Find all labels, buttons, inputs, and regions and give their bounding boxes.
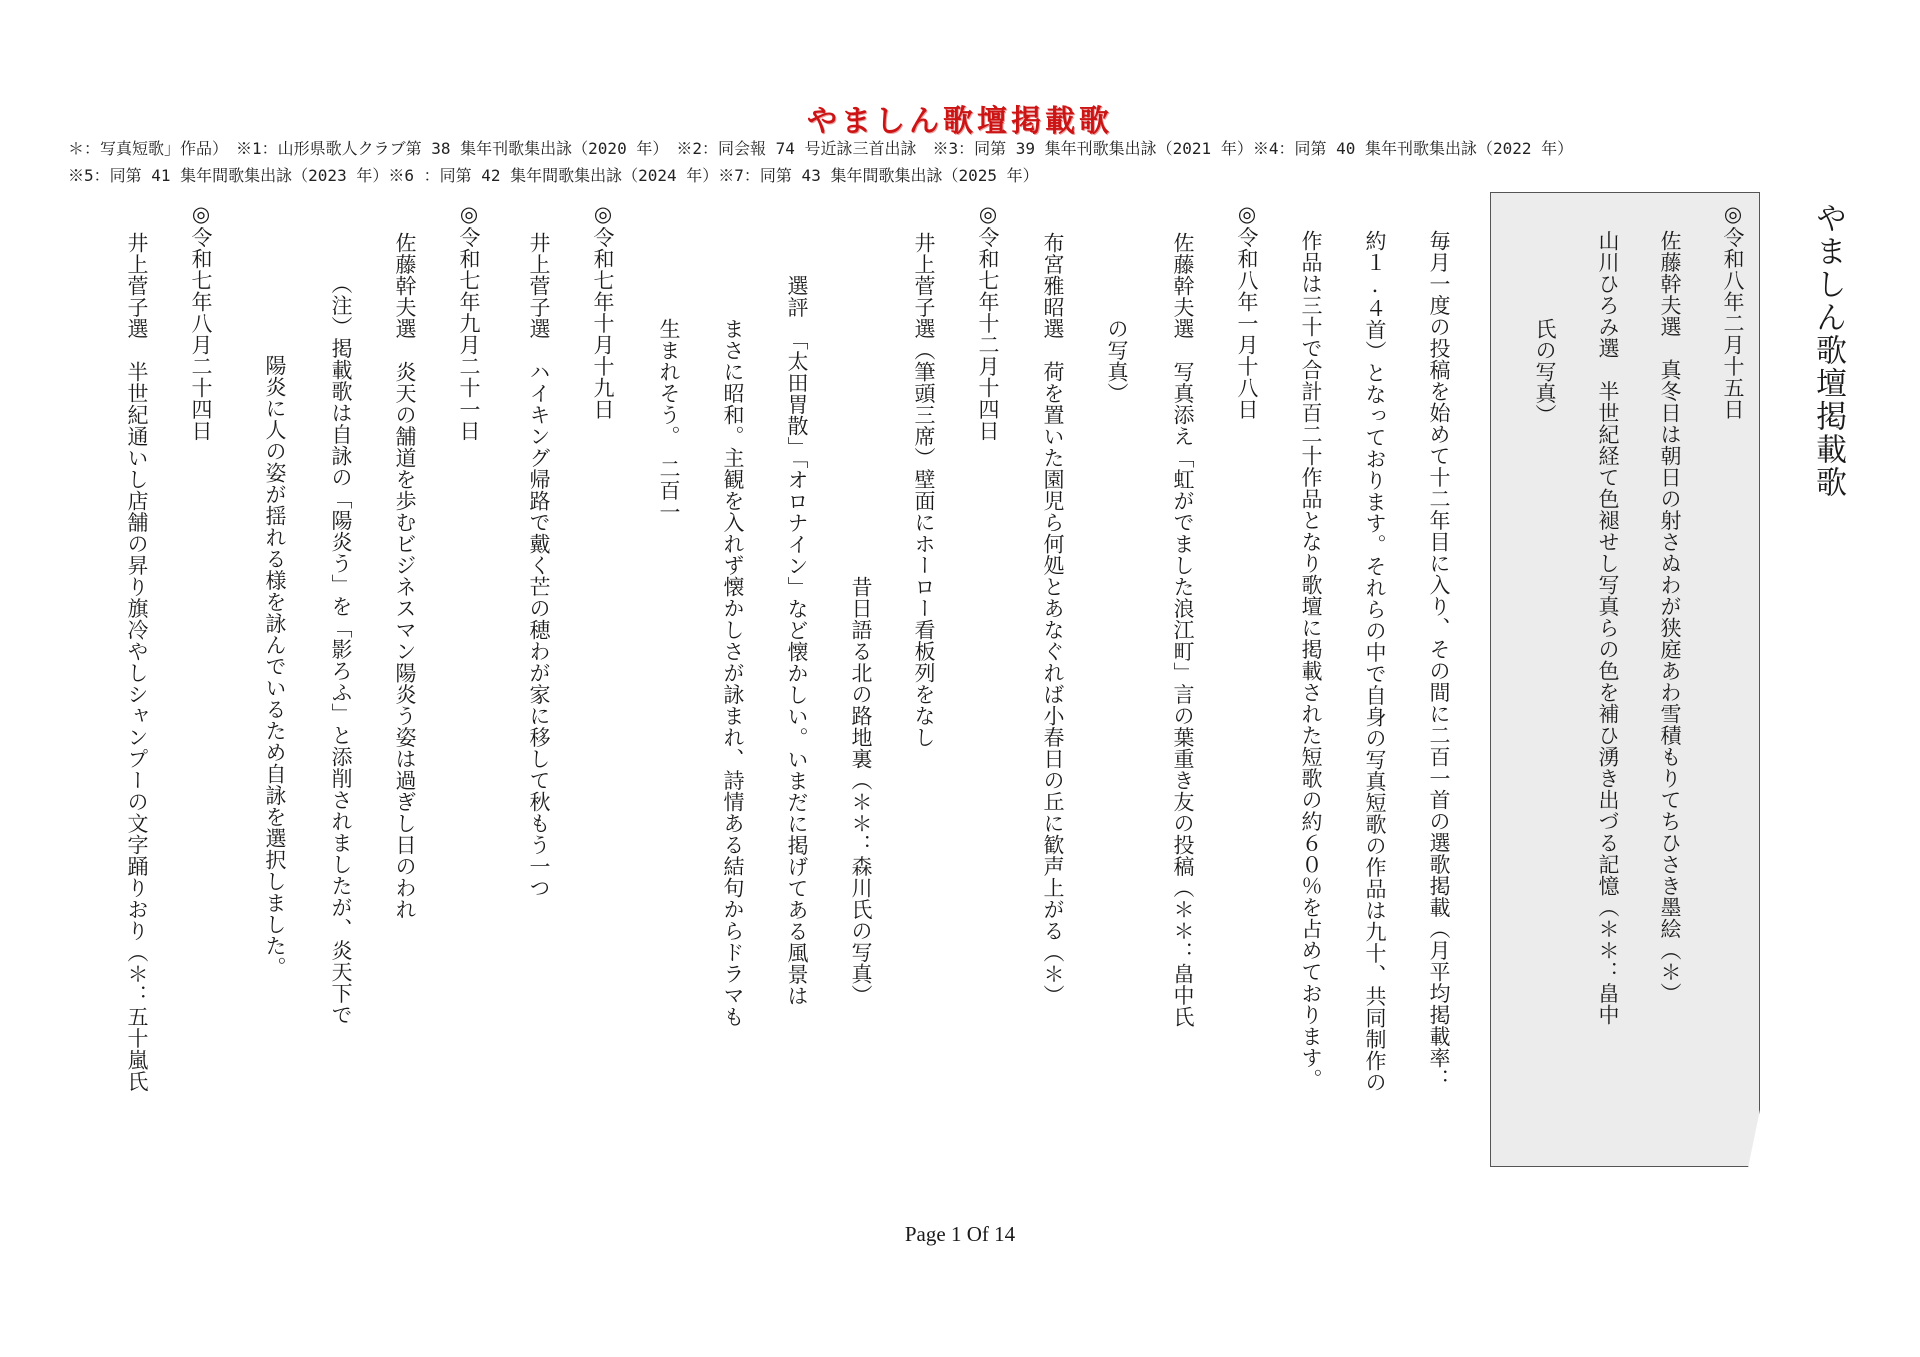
poem-line: 昔日語る北の路地裏（＊＊：森川氏の写真） <box>849 232 873 1006</box>
review-line: まさに昭和。主観を入れず懐かしさが詠まれ、詩情ある結句からドラマも <box>721 232 745 1028</box>
comment-line: 作品は三十で合計百二十作品となり歌壇に掲載された短歌の約６０％を占めております。 <box>1299 230 1323 1090</box>
comment-line: 約１.４首）となっております。それらの中で自身の写真短歌の作品は九十、共同制作の <box>1363 230 1387 1093</box>
poem-line: 井上菅子選 半世紀通いし店舗の昇り旗冷やしシャンプーの文字踊りおり（＊：五十嵐氏 <box>125 232 149 1092</box>
poem-line: 氏の写真） <box>1533 232 1557 426</box>
poem-line: 佐藤幹夫選 炎天の舗道を歩むビジネスマン陽炎う姿は過ぎし日のわれ <box>393 232 417 920</box>
poem-line: 井上菅子選（筆頭三席）壁面にホーロー看板列をなし <box>912 232 936 748</box>
poem-line: 佐藤幹夫選 写真添え「虹がでました浪江町」言の葉重き友の投稿（＊＊：畠中氏 <box>1171 232 1195 1028</box>
header-notes-line-1: ＊：写真短歌」作品） ※1：山形県歌人クラブ第 38 集年刊歌集出詠（2020 年） ※2：同会報 74 号近詠三首出詠 ※3：同第 39 集年刊歌集出詠（2021 年）※4：同第 40 集年刊歌集出詠（2022 年） <box>68 139 1574 158</box>
poem-line: 井上菅子選 ハイキング帰路で戴く芒の穂わが家に移して秋もう一つ <box>527 232 551 899</box>
entry-date-2025-10-19: ◎令和七年十月十九日 <box>591 202 615 420</box>
review-line: 選評 「太田胃散」「オロナイン」など懐かしい。いまだに掲げてある風景は <box>785 232 809 1007</box>
entry-date-2025-08-24: ◎令和七年八月二十四日 <box>189 202 213 442</box>
poem-line: の写真） <box>1105 232 1129 404</box>
entry-date-2025-09-21: ◎令和七年九月二十一日 <box>457 202 481 442</box>
poem-line: 山川ひろみ選 半世紀経て色褪せし写真らの色を補ひ湧き出づる記憶（＊＊：畠中 <box>1596 230 1620 1026</box>
comment-line: 毎月一度の投稿を始めて十二年目に入り、その間に二百一首の選歌掲載（月平均掲載率： <box>1427 230 1451 1090</box>
note-line: 陽炎に人の姿が揺れる様を詠んでいるため自詠を選択しました。 <box>263 290 287 978</box>
header-notes-line-2: ※5：同第 41 集年間歌集出詠（2023 年）※6 ：同第 42 集年間歌集出詠（2024 年）※7：同第 43 集年間歌集出詠（2025 年） <box>68 166 1039 185</box>
poem-line: 佐藤幹夫選 真冬日は朝日の射さぬわが狭庭あわ雪積もりてちひさき墨絵（＊） <box>1658 230 1682 1004</box>
page-curl-decoration <box>1748 1100 1762 1168</box>
highlight-box <box>1490 192 1760 1167</box>
note-line: （注）掲載歌は自詠の「陽炎う」を「影ろふ」と添削されましたが、炎天下で <box>329 262 353 1026</box>
review-line: 生まれそう。 二百一 <box>657 232 681 523</box>
document-title: やましん歌壇掲載歌 <box>1810 202 1846 499</box>
entry-date-2025-12-14: ◎令和七年十二月十四日 <box>976 202 1000 442</box>
page-header-title: やましん歌壇掲載歌 <box>807 104 1113 139</box>
entry-date-2026-02-15: ◎令和八年二月十五日 <box>1721 202 1745 420</box>
poem-line: 布宮雅昭選 荷を置いた園児ら何処とあなぐれば小春日の丘に歓声上がる（＊） <box>1041 232 1065 1006</box>
entry-date-2026-01-18: ◎令和八年一月十八日 <box>1235 202 1259 420</box>
page-number: Page 1 Of 14 <box>904 1222 1016 1246</box>
